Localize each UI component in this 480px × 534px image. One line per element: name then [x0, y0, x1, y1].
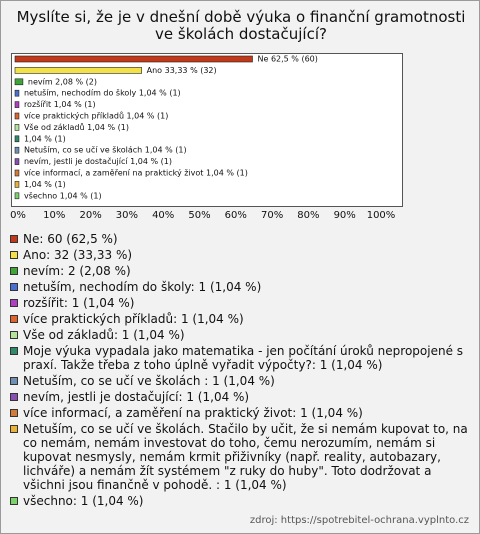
legend-label: více praktických příkladů: 1 (1,04 %) — [23, 312, 244, 326]
legend-item — [10, 344, 475, 372]
legend-label: všechno: 1 (1,04 %) — [23, 494, 144, 508]
legend-item — [10, 406, 475, 420]
legend-item — [10, 494, 475, 508]
x-tick-label: 0% — [10, 210, 26, 221]
bar-2 — [15, 79, 23, 85]
legend-swatch — [10, 393, 18, 401]
bar-6 — [15, 124, 19, 130]
bar-label-10: více informací, a zaměření na praktický život 1,04 % (1) — [23, 168, 248, 178]
legend-label: nevím: 2 (2,08 %) — [23, 264, 131, 278]
legend-item — [10, 374, 475, 388]
x-axis-ticks — [1, 210, 480, 226]
legend-label: Vše od základů: 1 (1,04 %) — [23, 328, 185, 342]
legend-swatch — [10, 377, 18, 385]
legend-item — [10, 312, 475, 326]
bar-label-0: Ne 62,5 % (60) — [257, 54, 318, 64]
legend-item — [10, 280, 475, 294]
bar-12 — [15, 193, 19, 199]
bar-label-4: rozšířit 1,04 % (1) — [23, 100, 96, 110]
legend-label: Netuším, co se učí ve školách : 1 (1,04 %) — [23, 374, 275, 388]
plot-area — [11, 53, 403, 207]
bar-10 — [15, 170, 19, 176]
chart-title: Myslíte si, že je v dnešní době výuka o finanční gramotnosti ve školách dostačující? — [16, 8, 466, 43]
legend-swatch — [10, 409, 18, 417]
legend-swatch — [10, 235, 18, 243]
bar-label-12: všechno 1,04 % (1) — [23, 191, 102, 201]
legend-item — [10, 390, 475, 404]
legend-item — [10, 248, 475, 262]
legend-label: netuším, nechodím do školy: 1 (1,04 %) — [23, 280, 262, 294]
bar-label-5: více praktických příkladů 1,04 % (1) — [23, 111, 169, 121]
bar-8 — [15, 147, 19, 153]
bar-label-8: Netuším, co se učí ve školách 1,04 % (1) — [23, 145, 187, 155]
legend-swatch — [10, 299, 18, 307]
x-tick-label: 10% — [43, 210, 66, 221]
legend-swatch — [10, 267, 18, 275]
x-tick-label: 80% — [297, 210, 320, 221]
bar-label-1: Ano 33,33 % (32) — [146, 65, 217, 75]
bar-7 — [15, 136, 19, 142]
x-tick-label: 70% — [260, 210, 284, 221]
bar-4 — [15, 102, 19, 108]
x-tick-label: 20% — [79, 210, 102, 221]
legend-label: nevím, jestli je dostačující: 1 (1,04 %) — [23, 390, 250, 404]
bar-label-2: nevím 2,08 % (2) — [27, 77, 98, 87]
legend-item — [10, 296, 475, 310]
legend-swatch — [10, 315, 18, 323]
legend-label: Moje výuka vypadala jako matematika - jen počítání úroků nepropojené s praxí. Takže třeba z toho úplně vyřadit výpočty?: 1 (1,04 %) — [23, 344, 464, 372]
legend-label: Ne: 60 (62,5 %) — [23, 232, 118, 246]
bar-3 — [15, 90, 19, 96]
bar-11 — [15, 181, 19, 187]
x-tick-label: 90% — [333, 210, 356, 221]
bar-label-7: 1,04 % (1) — [23, 134, 66, 144]
legend — [10, 232, 475, 510]
legend-item — [10, 232, 475, 246]
x-tick-label: 60% — [224, 210, 247, 221]
bar-1 — [15, 67, 142, 73]
x-tick-label: 100% — [366, 210, 396, 221]
legend-swatch — [10, 251, 18, 259]
legend-item — [10, 422, 475, 492]
legend-label: Netuším, co se učí ve školách. Stačilo by učit, že si nemám kupovat to, na co nemám, nemám investovat do toho, čemu nerozumím, nemám si kupovat nesmysly, nemám krmit přiživníky (např. reality, autobazary, lichváře) a nemám žít systémem "z ruky do huby". Toto dodržovat a všichni jsou finančně v pohodě. : 1 (1,04 %) — [23, 422, 468, 492]
bar-5 — [15, 113, 19, 119]
legend-item — [10, 328, 475, 342]
legend-swatch — [10, 347, 18, 355]
legend-swatch — [10, 331, 18, 339]
legend-label: více informací, a zaměření na praktický život: 1 (1,04 %) — [23, 406, 363, 420]
bar-chart — [12, 54, 402, 206]
legend-swatch — [10, 425, 18, 433]
bar-0 — [15, 56, 253, 62]
legend-item — [10, 264, 475, 278]
bar-label-6: Vše od základů 1,04 % (1) — [23, 122, 129, 132]
bar-9 — [15, 159, 19, 165]
legend-swatch — [10, 497, 18, 505]
bar-label-11: 1,04 % (1) — [23, 179, 66, 189]
legend-label: Ano: 32 (33,33 %) — [23, 248, 133, 262]
source-footer: zdroj: https://spotrebitel-ochrana.vyplnto.cz — [249, 515, 469, 526]
legend-swatch — [10, 283, 18, 291]
x-tick-label: 40% — [152, 210, 175, 221]
bar-label-9: nevím, jestli je dostačující 1,04 % (1) — [23, 157, 172, 167]
x-tick-label: 50% — [188, 210, 211, 221]
x-tick-label: 30% — [115, 210, 138, 221]
legend-label: rozšířit: 1 (1,04 %) — [23, 296, 135, 310]
bar-label-3: netuším, nechodím do školy 1,04 % (1) — [23, 88, 181, 98]
